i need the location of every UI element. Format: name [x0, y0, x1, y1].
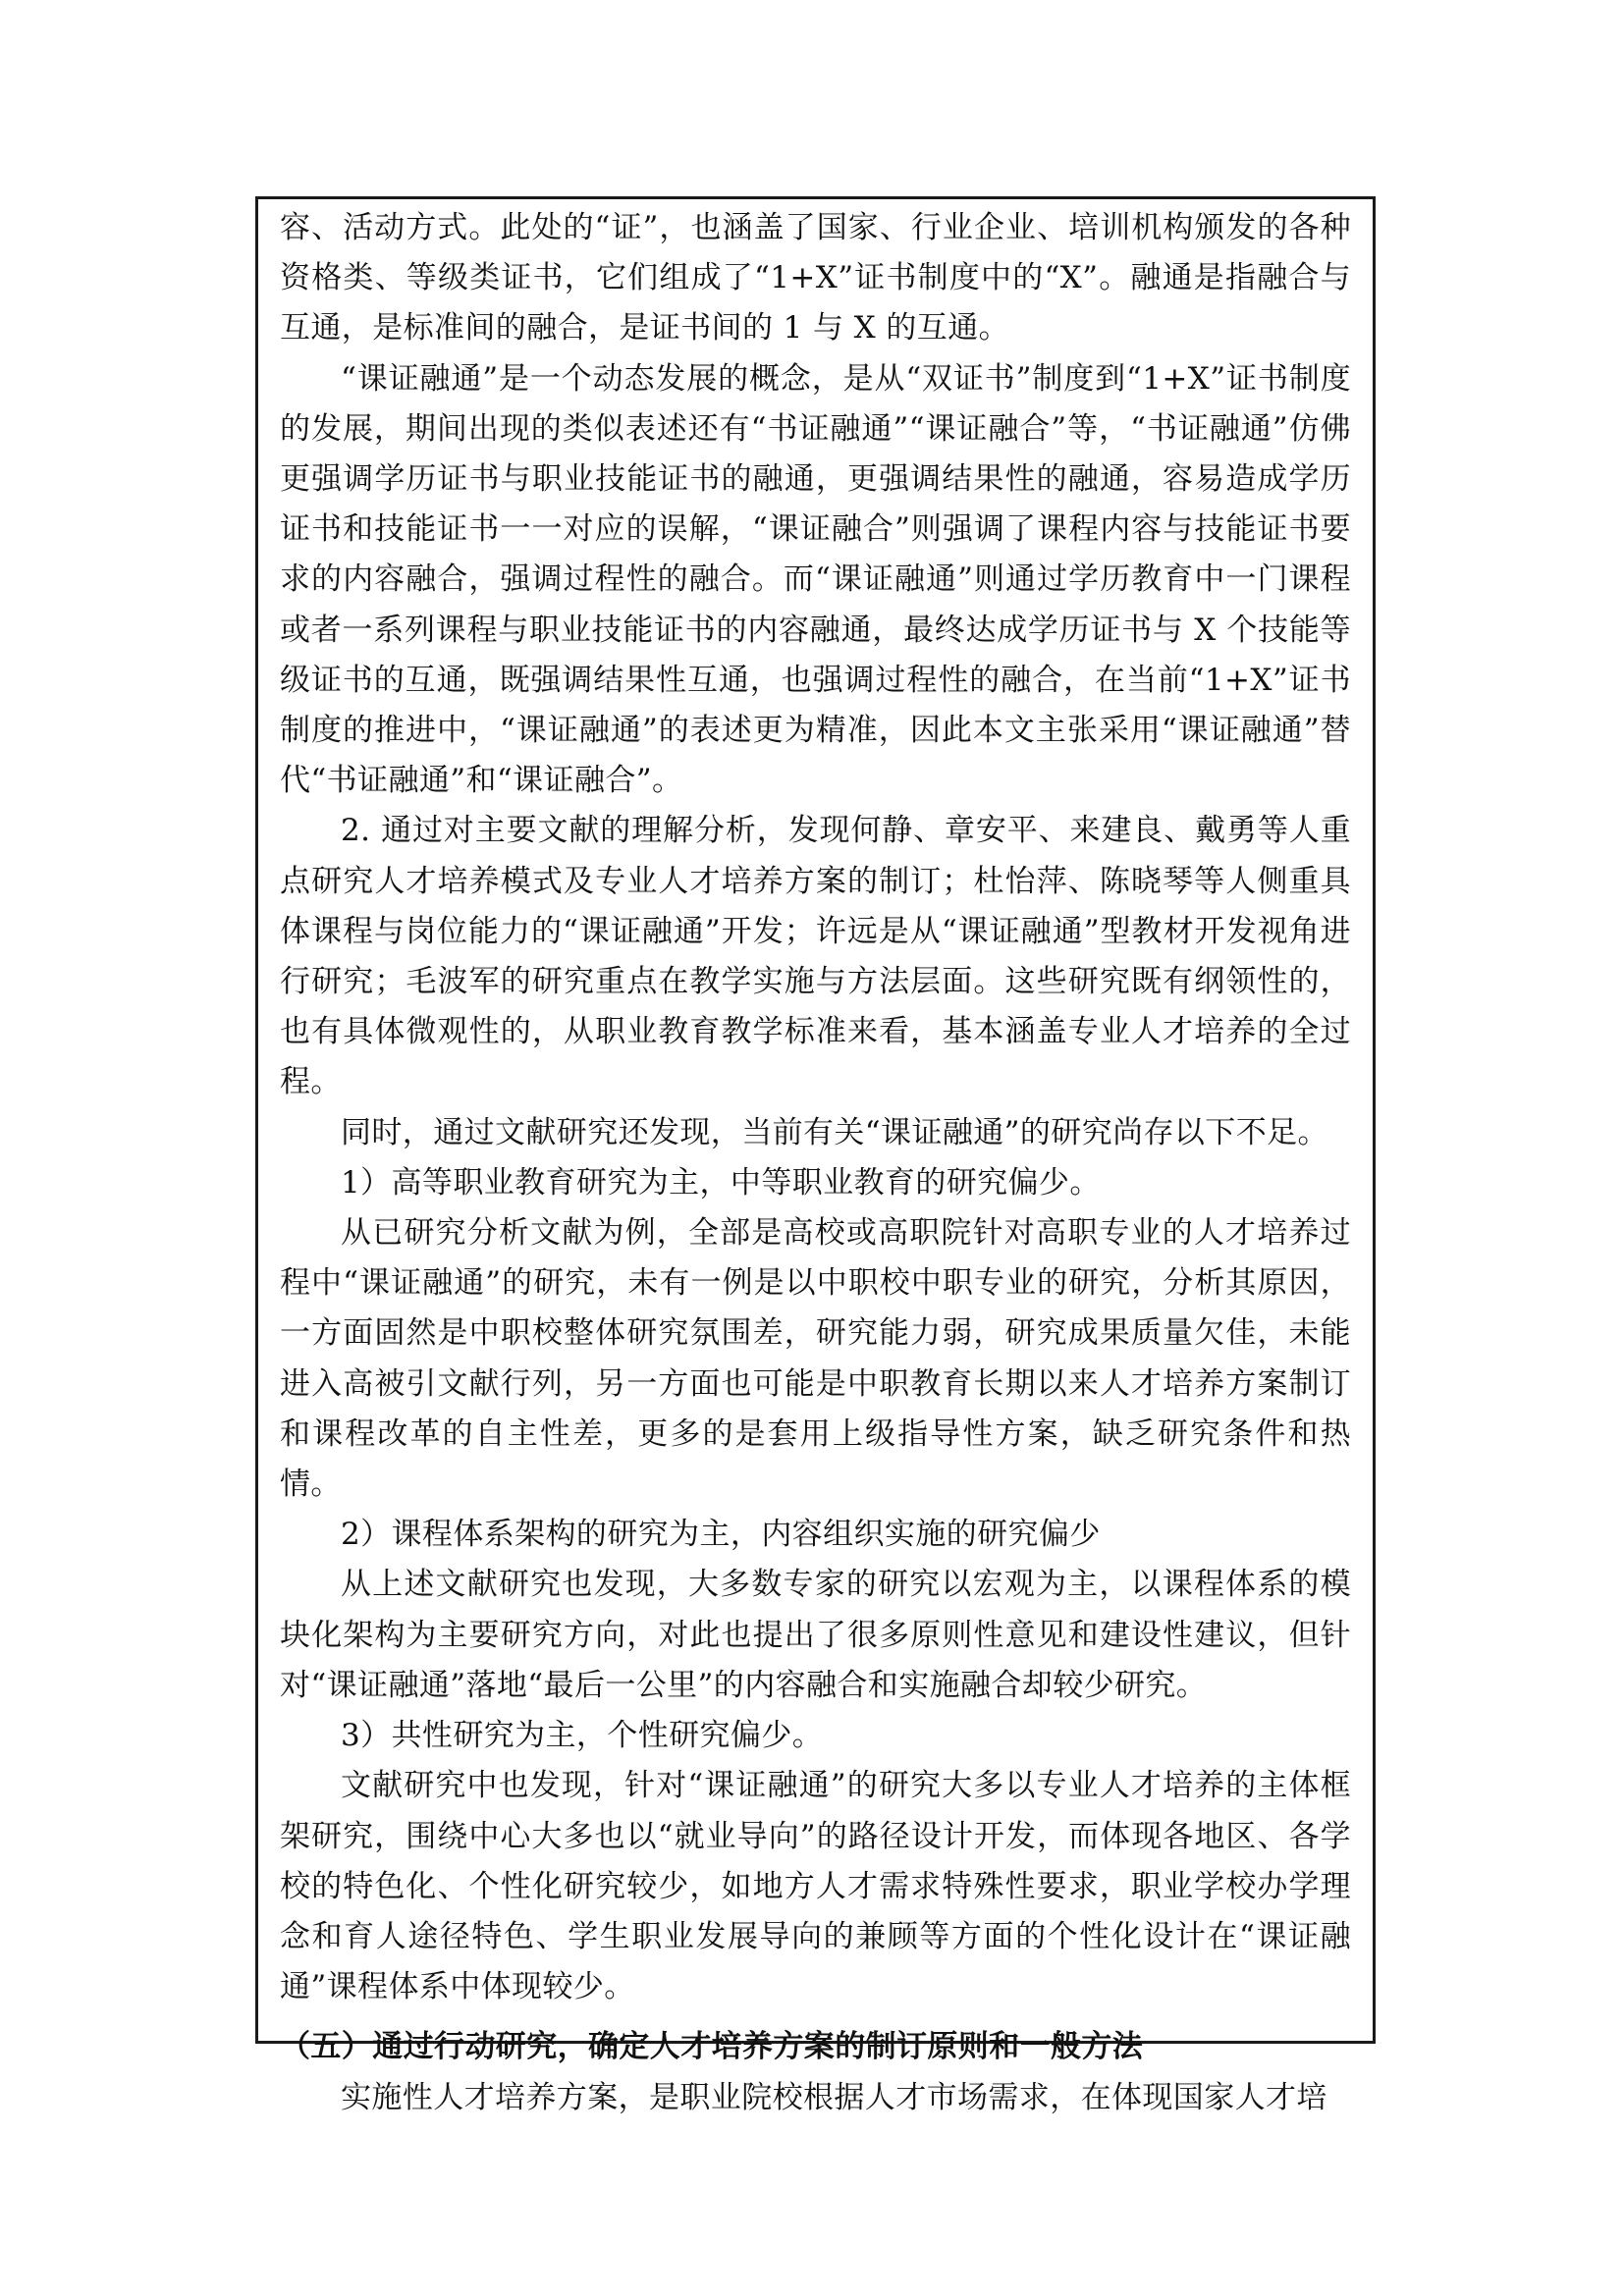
- section-heading: （五）通过行动研究，确定人才培养方案的制订原则和一般方法: [280, 2029, 1144, 2065]
- closing-paragraph: 实施性人才培养方案，是职业院校根据人才市场需求，在体现国家人才培: [341, 2079, 1327, 2115]
- paragraph-5: 1）高等职业教育研究为主，中等职业教育的研究偏少。: [341, 1164, 1101, 1201]
- paragraph-6: 从已研究分析文献为例，全部是高校或高职院针对高职专业的人才培养过程中“课证融通”的研究，未有一例是以中职校中职专业的研究，分析其原因，一方面固然是中职校整体研究氛围差，研究能力弱，研究成果质量欠佳，未能进入高被引文献行列，另一方面也可能是中职教育长期以来人才培养方案制订和课程改革的自主性差，更多的是套用上级指导性方案，缺乏研究条件和热情。: [280, 1215, 1351, 1503]
- paragraph-8: 从上述文献研究也发现，大多数专家的研究以宏观为主，以课程体系的模块化架构为主要研究方向，对此也提出了很多原则性意见和建设性建议，但针对“课证融通”落地“最后一公里”的内容融合和实施融合却较少研究。: [280, 1567, 1351, 1703]
- paragraph-1: 容、活动方式。此处的“证”，也涵盖了国家、行业企业、培训机构颁发的各种资格类、等级类证书，它们组成了“1+X”证书制度中的“X”。融通是指融合与互通，是标准间的融合，是证书间的 1 与 X 的互通。: [280, 210, 1351, 347]
- paragraph-3: 2. 通过对主要文献的理解分析，发现何静、章安平、来建良、戴勇等人重点研究人才培养模式及专业人才培养方案的制订；杜怡萍、陈晓琴等人侧重具体课程与岗位能力的“课证融通”开发；许远是从“课证融通”型教材开发视角进行研究；毛波军的研究重点在教学实施与方法层面。这些研究既有纲领性的，也有具体微观性的，从职业教育教学标准来看，基本涵盖专业人才培养的全过程。: [280, 813, 1351, 1100]
- paragraph-9: 3）共性研究为主，个性研究偏少。: [341, 1718, 824, 1754]
- paragraph-10: 文献研究中也发现，针对“课证融通”的研究大多以专业人才培养的主体框架研究，围绕中心大多也以“就业导向”的路径设计开发，而体现各地区、各学校的特色化、个性化研究较少，如地方人才需求特殊性要求，职业学校办学理念和育人途径特色、学生职业发展导向的兼顾等方面的个性化设计在“课证融通”课程体系中体现较少。: [280, 1768, 1351, 2005]
- paragraph-7: 2）课程体系架构的研究为主，内容组织实施的研究偏少: [341, 1517, 1101, 1553]
- document-frame: [255, 196, 1376, 2115]
- paragraph-2: “课证融通”是一个动态发展的概念，是从“双证书”制度到“1+X”证书制度的发展，期间出现的类似表述还有“书证融通”“课证融合”等，“书证融通”仿佛更强调学历证书与职业技能证书的融通，更强调结果性的融通，容易造成学历证书和技能证书一一对应的误解，“课证融合”则强调了课程内容与技能证书要求的内容融合，强调过程性的融合。而“课证融通”则通过学历教育中一门课程或者一系列课程与职业技能证书的内容融通，最终达成学历证书与 X 个技能等级证书的互通，既强调结果性互通，也强调过程性的融合，在当前“1+X”证书制度的推进中，“课证融通”的表述更为精准，因此本文主张采用“课证融通”替代“书证融通”和“课证融合”。: [280, 360, 1351, 799]
- paragraph-4: 同时，通过文献研究还发现，当前有关“课证融通”的研究尚存以下不足。: [341, 1114, 1328, 1150]
